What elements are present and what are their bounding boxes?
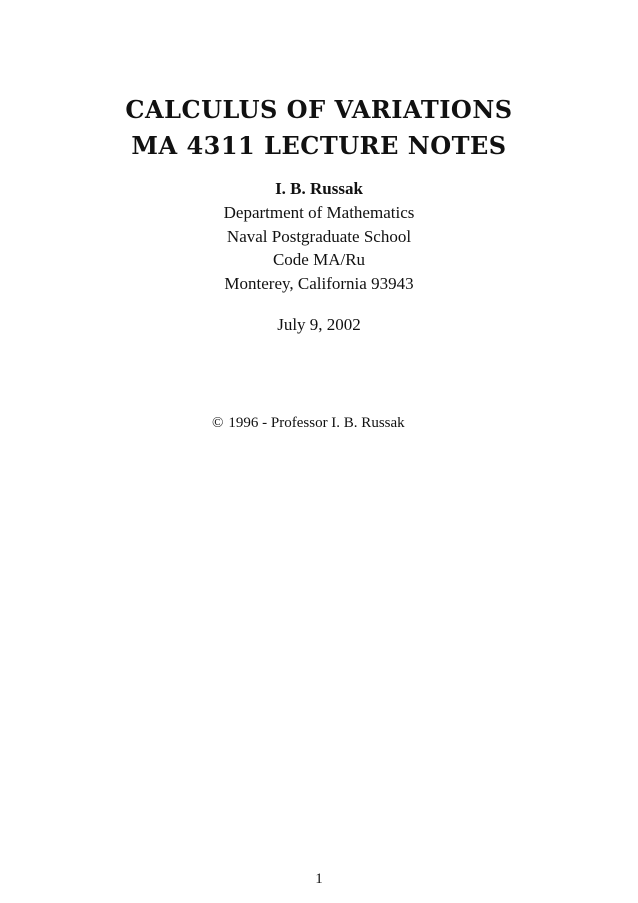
address-code: Code MA/Ru (272, 250, 366, 269)
address-city: Monterey, California 93943 (224, 273, 414, 293)
document-date: July 9, 2002 (277, 315, 361, 334)
author-block (0, 177, 638, 295)
copyright-text: 1996 - Professor I. B. Russak (228, 415, 405, 431)
title-line-2: MA 4311 LECTURE NOTES (131, 131, 507, 160)
address-department: Department of Mathematics (223, 203, 415, 222)
title-block (0, 92, 638, 164)
copyright-icon: © (212, 415, 224, 431)
copyright-notice (212, 412, 405, 434)
page-number: 1 (315, 871, 323, 887)
title-line-1: CALCULUS OF VARIATIONS (125, 95, 513, 124)
address-school: Naval Postgraduate School (226, 226, 412, 246)
author-name: I. B. Russak (275, 179, 363, 198)
